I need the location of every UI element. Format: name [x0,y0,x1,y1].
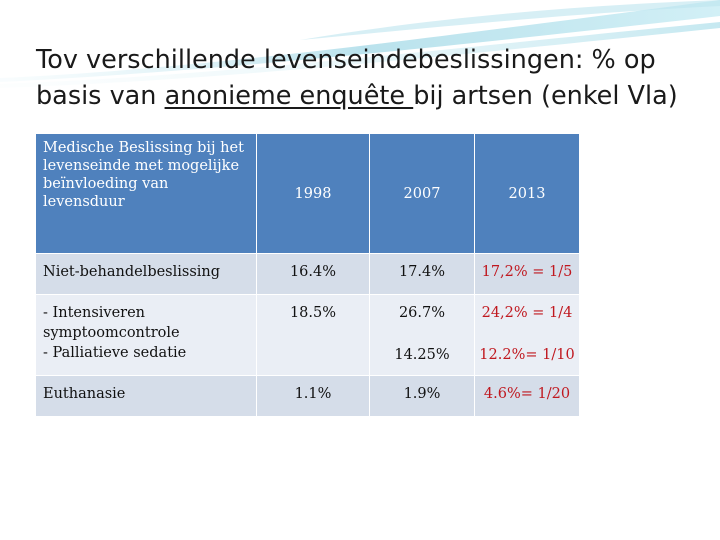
slide-title [36,42,706,114]
cell-symptom-2013: 24,2% = 1/4 [481,305,573,321]
cell-symptom-1998: 18.5% [257,295,370,376]
table-row [36,376,579,417]
row-label-euthanasia: Euthanasie [36,376,257,417]
title-text-part1: Tov verschillende levenseindebeslissingen: % op basis van [36,45,656,111]
cell-non-treatment-1998: 16.4% [257,254,370,295]
row-label-line: - Palliatieve sedatie [43,345,187,361]
row-label-line: - Intensiveren [43,305,146,321]
row-label-line: symptoomcontrole [43,325,180,341]
cell-non-treatment-2013: 17,2% = 1/5 [475,254,580,295]
title-text-underlined: anonieme enquête [164,81,414,111]
cell-symptom-2007: 26.7% [398,305,446,321]
cell-euthanasia-2013: 4.6%= 1/20 [475,376,580,417]
cell-euthanasia-2007: 1.9% [370,376,475,417]
cell-symptom-sedation-2013 [475,295,580,376]
row-label-symptom-sedation [36,295,257,376]
header-year-2013: 2013 [475,134,580,254]
table-header-row [36,134,579,254]
header-year-2007: 2007 [370,134,475,254]
decision-table [36,134,579,416]
cell-non-treatment-2007: 17.4% [370,254,475,295]
header-year-1998: 1998 [257,134,370,254]
table-row [36,254,579,295]
title-text-part2: bij artsen (enkel Vla) [413,81,678,111]
cell-symptom-sedation-2007 [370,295,475,376]
cell-sedation-2013: 12.2%= 1/10 [479,347,575,363]
header-label-cell: Medische Beslissing bij het levenseinde met mogelijke beïnvloeding van levensduur [36,134,257,254]
row-label-non-treatment: Niet-behandelbeslissing [36,254,257,295]
table-row [36,295,579,376]
cell-sedation-2007: 14.25% [394,347,450,363]
cell-euthanasia-1998: 1.1% [257,376,370,417]
